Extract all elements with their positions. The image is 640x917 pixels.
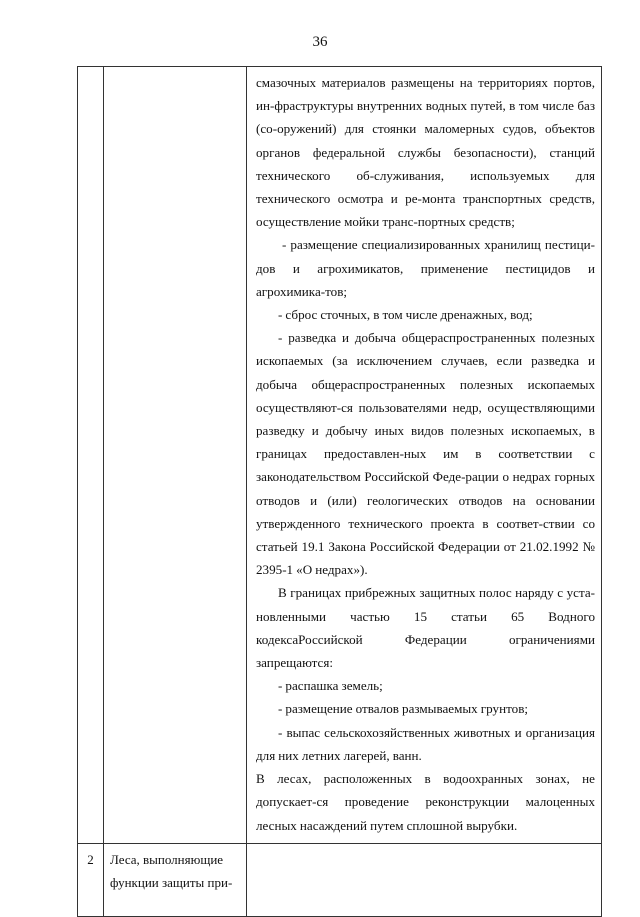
paragraph: - сброс сточных, в том числе дренажных, вод; — [278, 307, 533, 323]
row-content-cell — [247, 843, 602, 916]
paragraph: смазочных материалов размещены на территориях портов, ин-фраструктуры внутренних водных путей, в том числе баз (со-оружений) для стоянки маломерных судов, объектов органов федеральной службы безопасности), станций технического об-служивания, используемых для технического осмотра и ре-монта транспортных средств, осуществление мойки транс-портных средств; — [256, 75, 595, 230]
paragraph: В лесах, расположенных в водоохранных зонах, не допускает-ся проведение реконструкции малоценных лесных насаждений путем сплошной вырубки. — [256, 771, 595, 833]
row-name-cell — [104, 67, 247, 844]
regulations-table — [77, 66, 602, 917]
paragraph: - распашка земель; — [278, 678, 383, 694]
row-name-cell: Леса, выполняющие функции защиты при- — [104, 843, 247, 916]
page-number: 36 — [312, 34, 328, 50]
row-number-cell — [78, 67, 104, 844]
table-row — [78, 843, 602, 916]
paragraph: - разведка и добыча общераспространенных полезных ископаемых (за исключением случаев, если разведка и добыча общераспространенных полезных ископаемых осуществляют-ся пользователями недр, осуществляющими разведку и добычу иных видов полезных ископаемых, в границах предоставлен-ных им в соответствии с законодательством Российской Феде-рации о недрах горных отводов и (или) геологических отводов на основании утвержденного технического проекта в соответ-ствии со статьей 19.1 Закона Российской Федерации от 21.02.1992 № 2395-1 «О недрах»). — [256, 330, 595, 578]
paragraph: - выпас сельскохозяйственных животных и организация для них летних лагерей, ванн. — [256, 724, 595, 763]
row-content-cell — [247, 67, 602, 844]
paragraph: - размещение отвалов размываемых грунтов; — [278, 701, 529, 717]
table-row — [78, 67, 602, 844]
row-number-cell: 2 — [78, 843, 104, 916]
paragraph: В границах прибрежных защитных полос наряду с уста-новленными частью 15 статьи 65 Водного кодексаРоссийской Федерации ограничениями запрещаются: — [256, 585, 595, 671]
paragraph: - размещение специализированных хранилищ пестици-дов и агрохимикатов, применение пестицидов и агрохимика-тов; — [256, 237, 595, 299]
